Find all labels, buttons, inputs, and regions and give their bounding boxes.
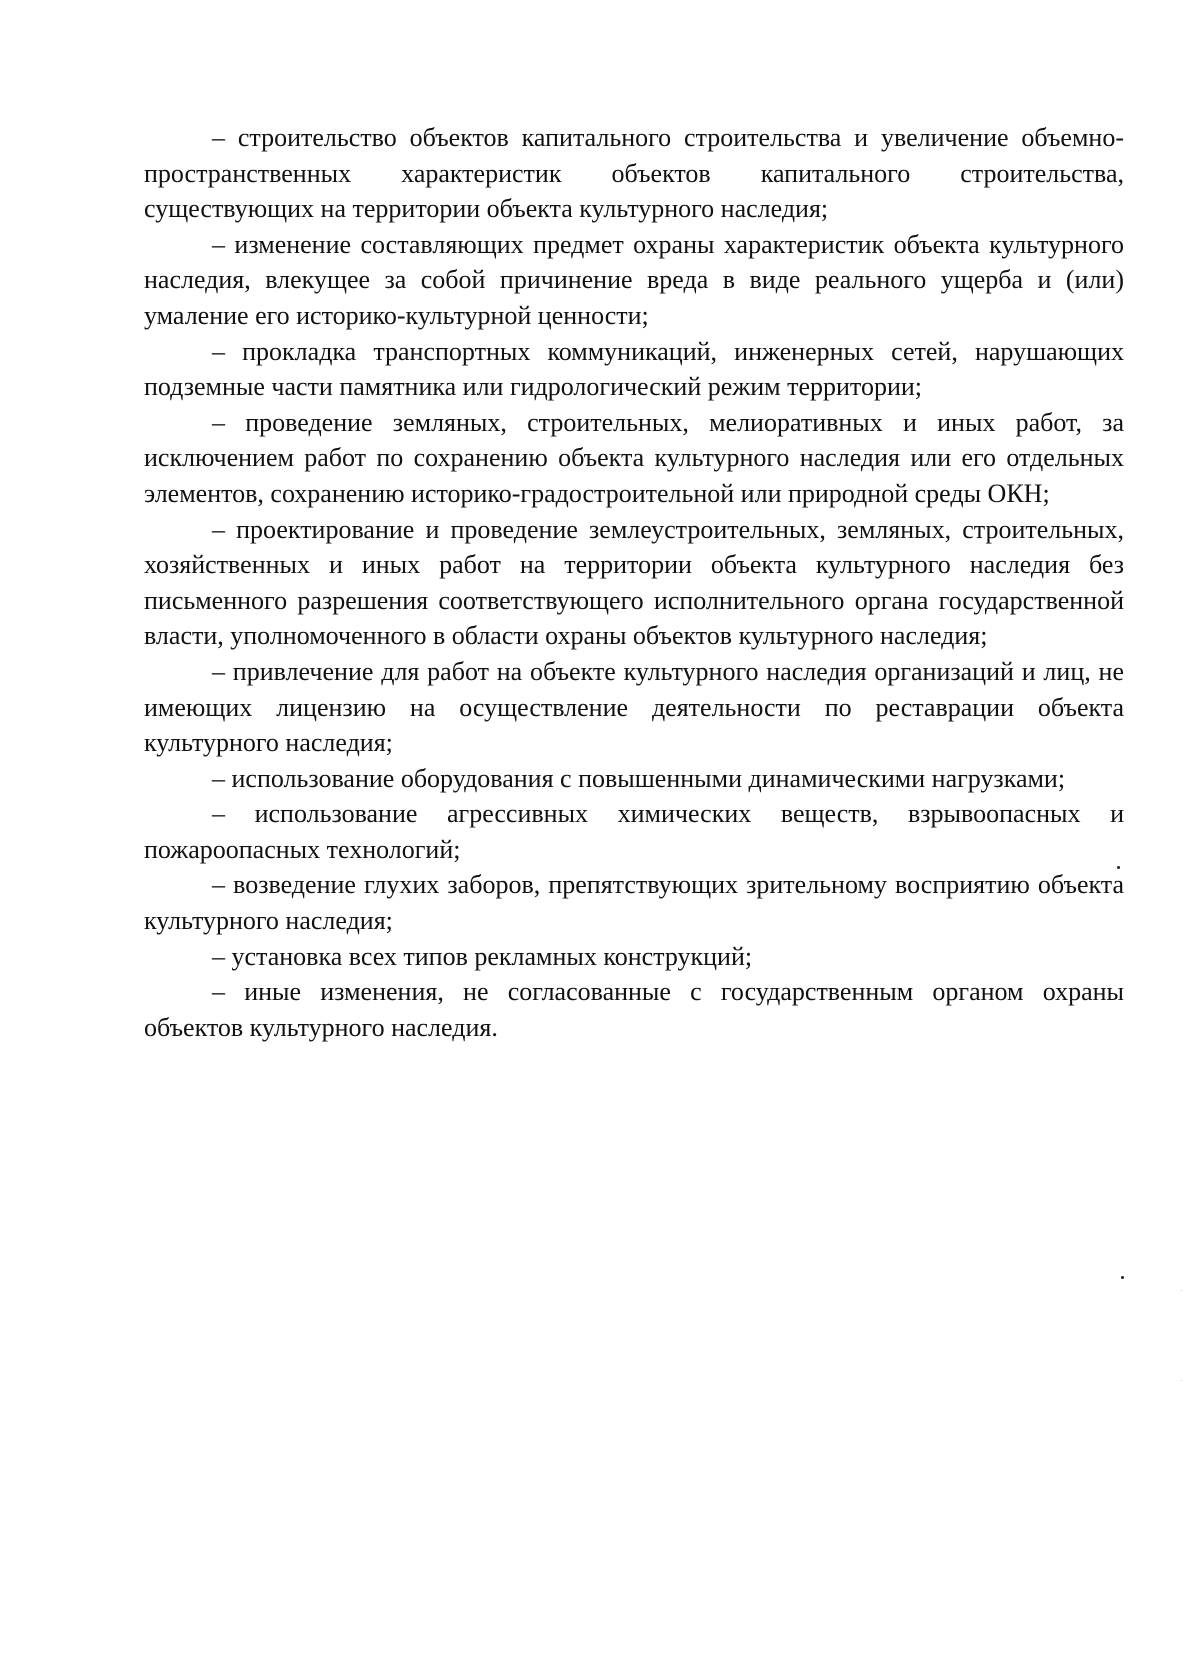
- paragraph-restriction-7: – использование оборудования с повышенными динамическими нагрузками;: [212, 763, 1066, 793]
- scan-speck: [1121, 1276, 1124, 1279]
- scan-speck: [1181, 1290, 1182, 1291]
- paragraph-restriction-10: – установка всех типов рекламных конструкций;: [212, 941, 753, 971]
- scan-speck: [1117, 866, 1120, 869]
- paragraph-restriction-11: – иные изменения, не согласованные с государственным органом охраны объектов культурного наследия.: [144, 977, 1124, 1042]
- paragraph-restriction-8: – использование агрессивных химических веществ, взрывоопасных и пожароопасных технологий;: [144, 799, 1124, 864]
- paragraph-restriction-2: – изменение составляющих предмет охраны характеристик объекта культурного наследия, влекущее за собой причинение вреда в виде реального ущерба и (или) умаление его историко-культурной ценности;: [144, 229, 1124, 330]
- paragraph-restriction-6: – привлечение для работ на объекте культурного наследия организаций и лиц, не имеющих лицензию на осуществление деятельности по реставрации объекта культурного наследия;: [144, 656, 1124, 758]
- paragraph-restriction-1: – строительство объектов капитального строительства и увеличение объемно-пространственных характеристик объектов капитального строительства, существующих на территории объекта культурного наследия;: [144, 123, 1124, 224]
- paragraph-restriction-9: – возведение глухих заборов, препятствующих зрительному восприятию объекта культурного наследия;: [144, 870, 1124, 936]
- paragraph-restriction-4: – проведение земляных, строительных, мелиоративных и иных работ, за исключением работ по сохранению объекта культурного наследия или его отдельных элементов, сохранению историко-градостроительной или природной среды ОКН;: [144, 407, 1124, 508]
- paragraph-restriction-3: – прокладка транспортных коммуникаций, инженерных сетей, нарушающих подземные части памятника или гидрологический режим территории;: [144, 336, 1124, 402]
- document-body: [144, 120, 1124, 1045]
- scan-speck: [1181, 1380, 1182, 1381]
- paragraph-restriction-5: – проектирование и проведение землеустроительных, земляных, строительных, хозяйственных и иных работ на территории объекта культурного наследия без письменного разрешения соответствующего исполнительного органа государственной власти, уполномоченного в области охраны объектов культурного наследия;: [144, 514, 1124, 651]
